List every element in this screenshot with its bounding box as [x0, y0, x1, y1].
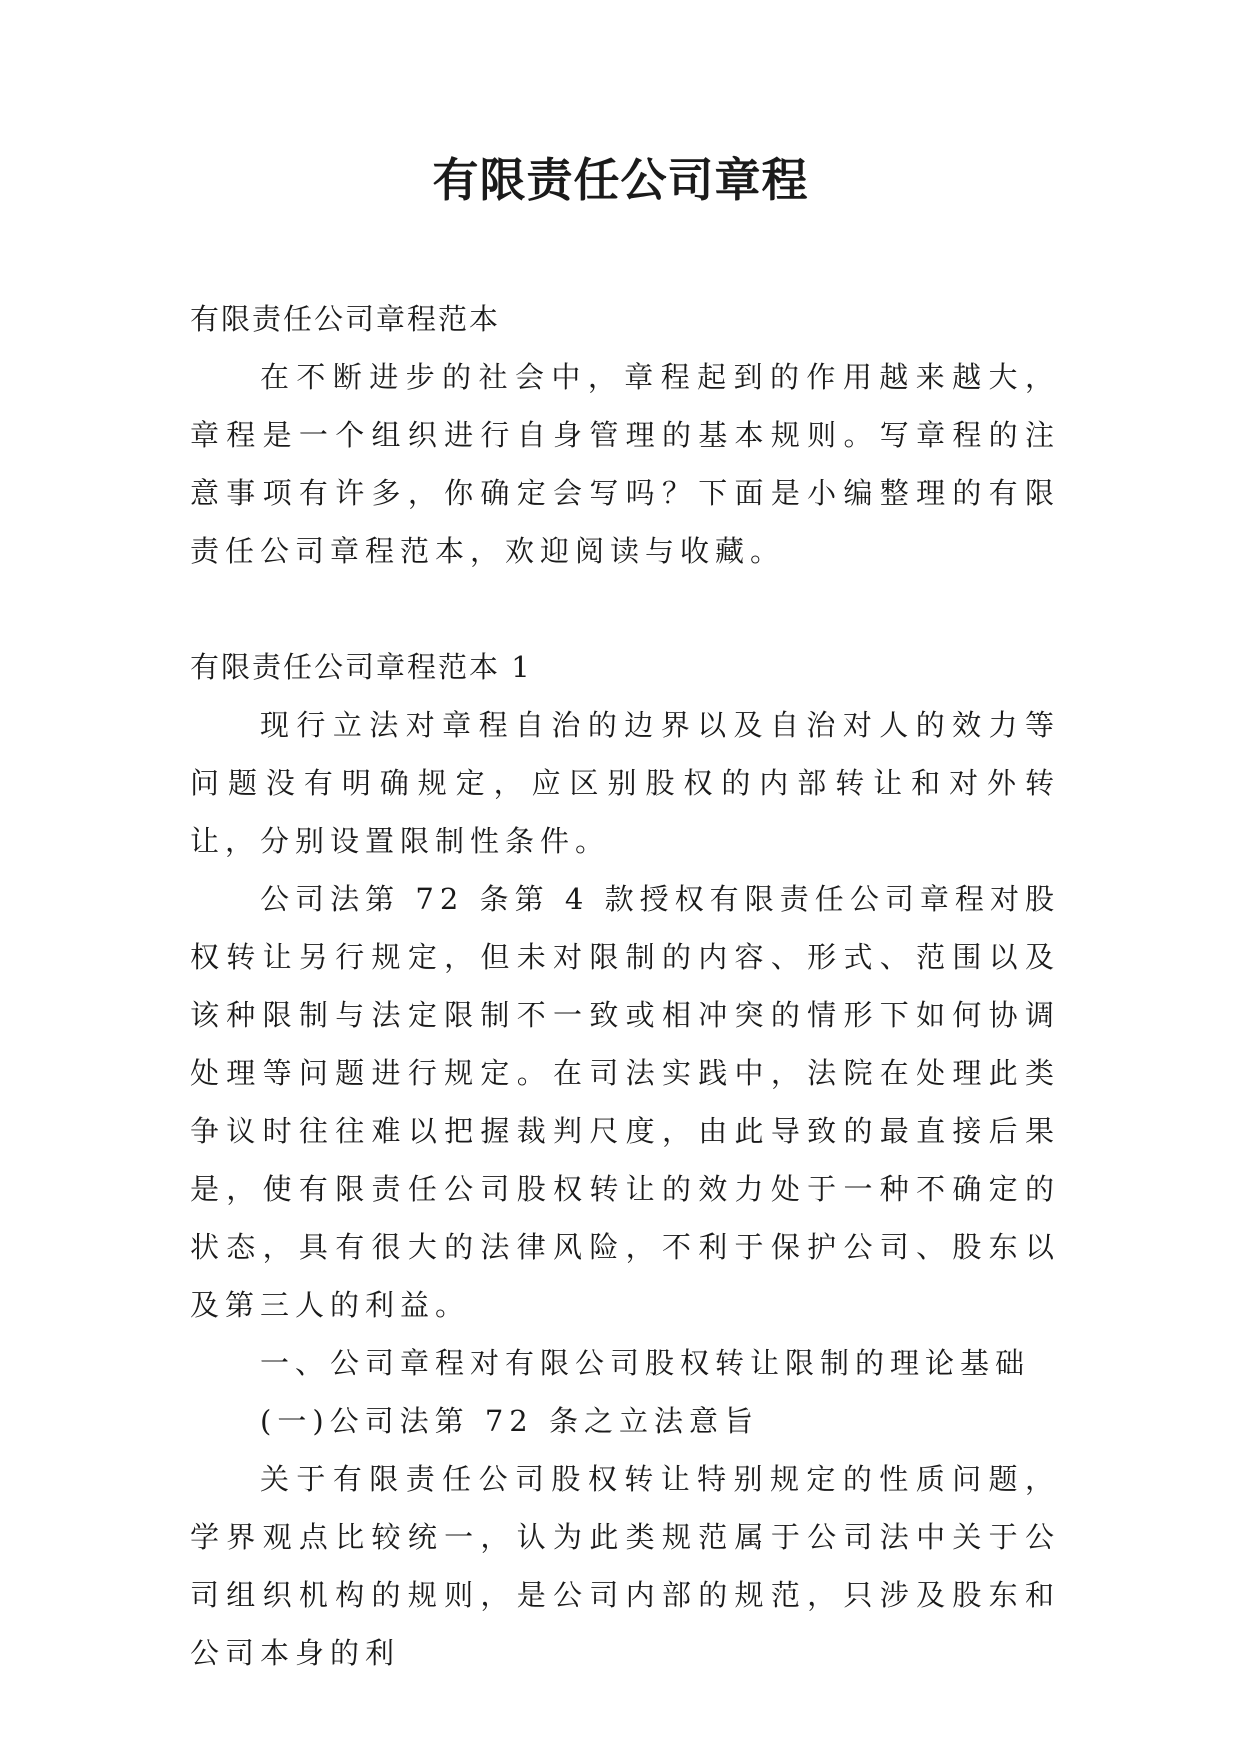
subheading-theory: 一、公司章程对有限公司股权转让限制的理论基础 [260, 1346, 1031, 1380]
section-heading-intro: 有限责任公司章程范本 [190, 302, 501, 336]
document-body [190, 290, 1060, 1682]
subheading-article-72: (一)公司法第 72 条之立法意旨 [260, 1404, 759, 1438]
section-spacer [190, 580, 1060, 638]
paragraph-2: 公司法第 72 条第 4 款授权有限责任公司章程对股权转让另行规定，但未对限制的内容、形式、范围以及该种限制与法定限制不一致或相冲突的情形下如何协调处理等问题进行规定。在司法实践中，法院在处理此类争议时往往难以把握裁判尺度，由此导致的最直接后果是，使有限责任公司股权转让的效力处于一种不确定的状态，具有很大的法律风险，不利于保护公司、股东以及第三人的利益。 [190, 882, 1060, 1322]
section-heading-one: 有限责任公司章程范本 1 [190, 650, 532, 684]
paragraph-3: 关于有限责任公司股权转让特别规定的性质问题，学界观点比较统一，认为此类规范属于公司法中关于公司组织机构的规则，是公司内部的规范，只涉及股东和公司本身的利 [190, 1462, 1060, 1670]
document-title: 有限责任公司章程 [432, 153, 809, 207]
intro-paragraph: 在不断进步的社会中，章程起到的作用越来越大，章程是一个组织进行自身管理的基本规则。写章程的注意事项有许多，你确定会写吗？下面是小编整理的有限责任公司章程范本，欢迎阅读与收藏。 [190, 360, 1060, 568]
paragraph-1: 现行立法对章程自治的边界以及自治对人的效力等问题没有明确规定，应区别股权的内部转让和对外转让，分别设置限制性条件。 [190, 708, 1060, 858]
